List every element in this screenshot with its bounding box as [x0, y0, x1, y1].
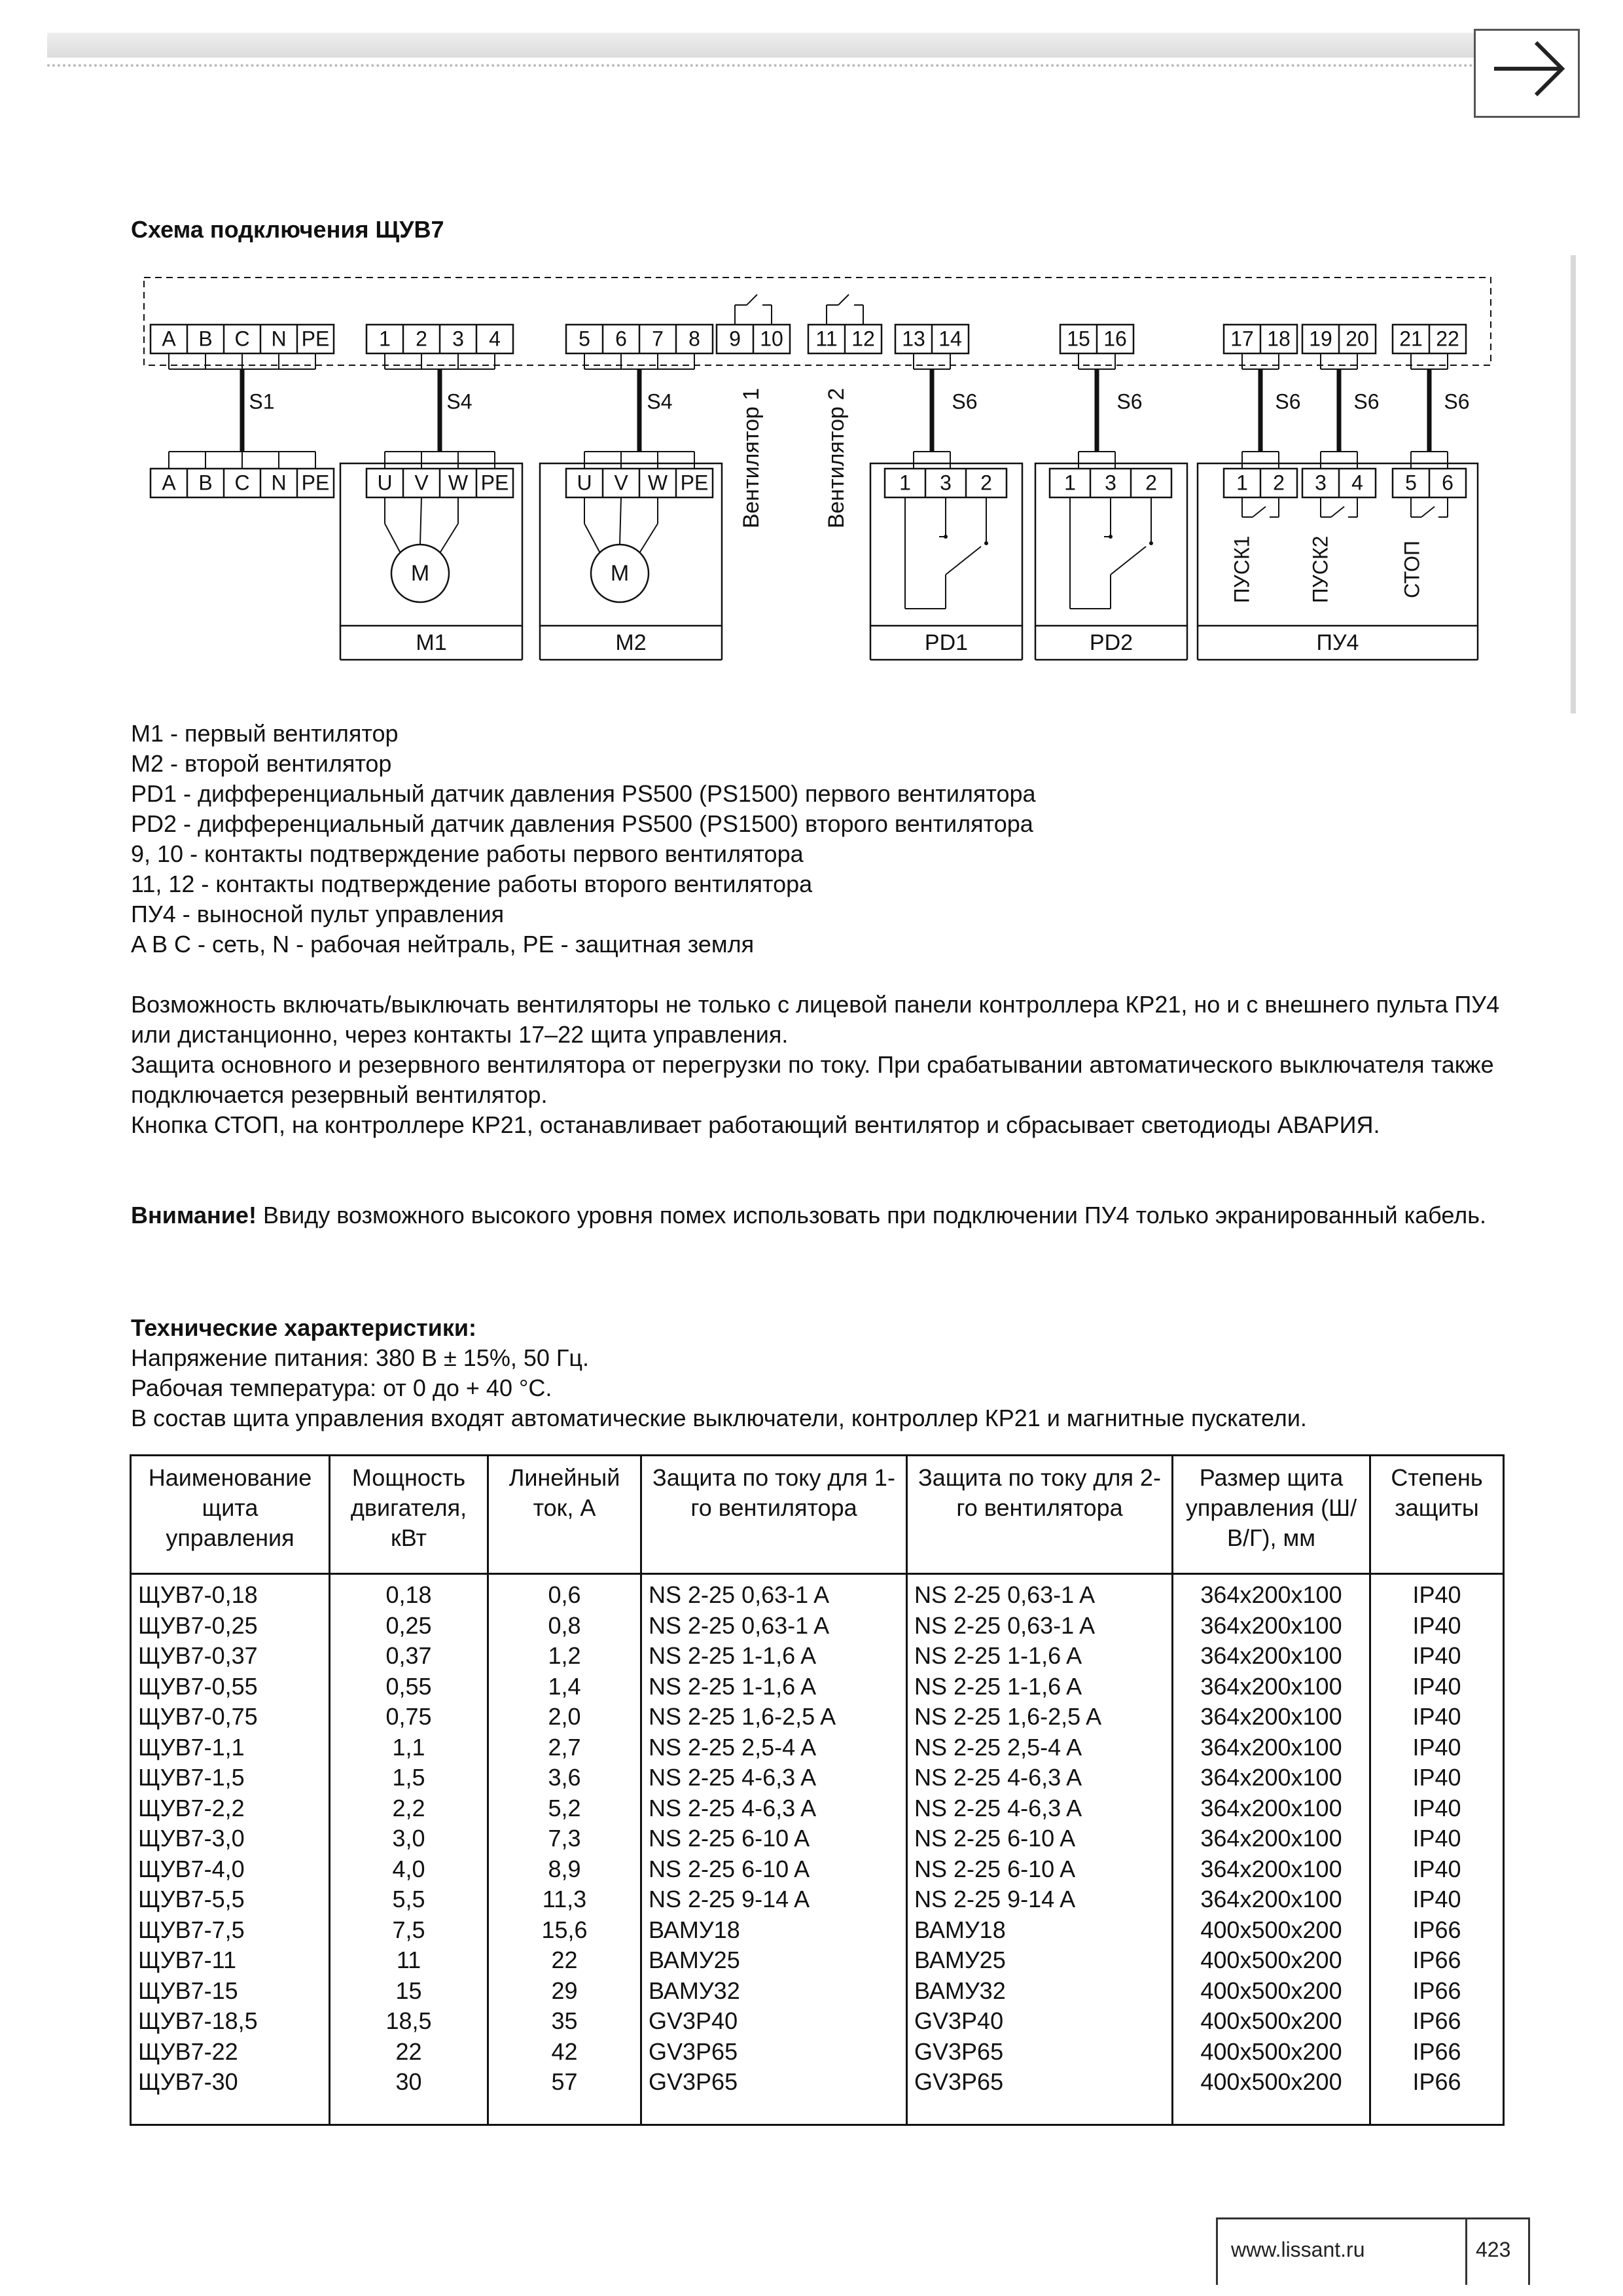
terminal-label: 1: [379, 327, 391, 351]
table-cell: GV3P40: [907, 2006, 1173, 2037]
table-row: [131, 1672, 1504, 1702]
table-cell: 400x500x200: [1173, 1976, 1370, 2007]
legend-item: 11, 12 - контакты подтверждение работы второго вентилятора: [131, 870, 813, 897]
table-row: [131, 1793, 1504, 1824]
terminal-label: PE: [301, 471, 330, 495]
terminal-label: A: [162, 327, 176, 351]
legend-item: M2 - второй вентилятор: [131, 750, 392, 777]
terminal-label: 18: [1267, 327, 1291, 351]
button-label-start1: ПУСК1: [1230, 535, 1254, 603]
column-header: Размер щита управления (Ш/В/Г), мм: [1173, 1456, 1370, 1574]
table-cell: IP40: [1370, 1672, 1504, 1702]
terminal-label: B: [198, 471, 213, 495]
table-cell: IP40: [1370, 1574, 1504, 1611]
terminal-label: 5: [579, 327, 590, 351]
table-cell: ВАМУ32: [907, 1976, 1173, 2007]
table-cell: 15,6: [488, 1915, 641, 1946]
table-cell: ЩУВ7-3,0: [131, 1823, 330, 1854]
table-cell: NS 2-25 1-1,6 A: [907, 1672, 1173, 1702]
table-cell: 22: [330, 2037, 488, 2068]
table-cell: 5,2: [488, 1793, 641, 1824]
wire: [620, 497, 621, 545]
table-cell: GV3P65: [641, 2037, 907, 2068]
table-cell: ЩУВ7-0,25: [131, 1611, 330, 1641]
table-cell: ЩУВ7-7,5: [131, 1915, 330, 1946]
table-cell: NS 2-25 4-6,3 A: [907, 1763, 1173, 1793]
table-cell: 0,6: [488, 1574, 641, 1611]
table-cell: ЩУВ7-18,5: [131, 2006, 330, 2037]
table-cell: ЩУВ7-22: [131, 2037, 330, 2068]
table-cell: ЩУВ7-0,37: [131, 1641, 330, 1672]
cable-label: S4: [647, 389, 673, 414]
table-cell: 0,75: [330, 1702, 488, 1732]
table-cell: 0,25: [330, 1611, 488, 1641]
table-cell: ВАМУ25: [641, 1945, 907, 1976]
table-cell: 3,6: [488, 1763, 641, 1793]
cable-label: S4: [446, 389, 473, 414]
terminal-label: 11: [815, 327, 838, 351]
table-cell: 400x500x200: [1173, 2037, 1370, 2068]
wire: [385, 524, 401, 553]
table-cell: 364x200x100: [1173, 1672, 1370, 1702]
wire: [584, 524, 600, 553]
terminal-label: 14: [938, 327, 962, 351]
table-cell: 0,37: [330, 1641, 488, 1672]
cable-label: S6: [952, 389, 978, 414]
table-cell: 2,0: [488, 1702, 641, 1732]
control-panel-enclosure: [144, 278, 1491, 365]
cable-label: S6: [1444, 389, 1470, 414]
table-cell: NS 2-25 0,63-1 A: [641, 1574, 907, 1611]
terminal-label: 21: [1399, 327, 1423, 351]
table-cell: ВАМУ25: [907, 1945, 1173, 1976]
table-cell: GV3P65: [641, 2067, 907, 2125]
table-cell: ЩУВ7-11: [131, 1945, 330, 1976]
table-cell: NS 2-25 0,63-1 A: [907, 1611, 1173, 1641]
table-row: [131, 1763, 1504, 1793]
table-cell: ЩУВ7-1,1: [131, 1732, 330, 1763]
table-cell: NS 2-25 4-6,3 A: [641, 1793, 907, 1824]
column-header: Мощность двигателя, кВт: [330, 1456, 488, 1574]
table-cell: NS 2-25 1-1,6 A: [641, 1672, 907, 1702]
table-row: [131, 1854, 1504, 1885]
legend-item: 9, 10 - контакты подтверждение работы первого вентилятора: [131, 840, 804, 867]
table-cell: 400x500x200: [1173, 1945, 1370, 1976]
legend: [131, 719, 1036, 960]
terminal-label: W: [647, 471, 668, 495]
terminal-label: C: [234, 327, 250, 351]
column-header: Защита по току для 2-го вентилятора: [907, 1456, 1173, 1574]
spec-line: Рабочая температура: от 0 до + 40 °С.: [131, 1374, 552, 1401]
table-cell: 1,2: [488, 1641, 641, 1672]
terminal-label: 5: [1405, 471, 1417, 495]
table-cell: 11,3: [488, 1884, 641, 1915]
terminal-label: N: [271, 471, 287, 495]
terminal-label: 2: [1273, 471, 1285, 495]
legend-item: PD2 - дифференциальный датчик давления PS500 (PS1500) второго вентилятора: [131, 810, 1033, 837]
table-cell: IP40: [1370, 1793, 1504, 1824]
terminal-dot: [944, 535, 948, 539]
table-cell: NS 2-25 4-6,3 A: [641, 1763, 907, 1793]
table-row: [131, 1945, 1504, 1976]
table-cell: GV3P40: [641, 2006, 907, 2037]
terminal-label: 3: [1315, 471, 1327, 495]
table-row: [131, 1611, 1504, 1641]
table-cell: ЩУВ7-15: [131, 1976, 330, 2007]
terminal-label: U: [377, 471, 393, 495]
table-header-row: [131, 1456, 1504, 1574]
table-cell: IP40: [1370, 1884, 1504, 1915]
terminal-label: 19: [1309, 327, 1332, 351]
cable-label: S1: [249, 389, 275, 414]
table-row: [131, 2037, 1504, 2068]
table-cell: IP40: [1370, 1641, 1504, 1672]
fan2-label: Вентилятор 2: [823, 387, 849, 529]
table-cell: ЩУВ7-0,75: [131, 1702, 330, 1732]
wire: [639, 524, 658, 553]
footer-divider: [1465, 2219, 1467, 2285]
switch-contact: [1111, 547, 1146, 575]
terminal-label: 1: [1236, 471, 1248, 495]
terminal-label: 16: [1103, 327, 1127, 351]
page-number: 423: [1476, 2238, 1511, 2261]
table-cell: 364x200x100: [1173, 1763, 1370, 1793]
table-cell: NS 2-25 1-1,6 A: [907, 1641, 1173, 1672]
terminal-dot: [1109, 535, 1113, 539]
table-cell: GV3P65: [907, 2067, 1173, 2125]
column-header: Степень защиты: [1370, 1456, 1504, 1574]
terminal-label: 12: [851, 327, 875, 351]
header-bar: [47, 33, 1474, 58]
table-cell: ВАМУ18: [641, 1915, 907, 1946]
table-cell: 42: [488, 2037, 641, 2068]
table-cell: 7,3: [488, 1823, 641, 1854]
switch-contact: [946, 547, 981, 575]
terminal-label: 2: [416, 327, 427, 351]
table-cell: 5,5: [330, 1884, 488, 1915]
arrow-right-icon: [1476, 31, 1578, 116]
terminal-label: 2: [980, 471, 992, 495]
specs-heading: Технические характеристики:: [131, 1314, 477, 1341]
button-contact: [1331, 507, 1344, 517]
table-cell: IP40: [1370, 1732, 1504, 1763]
terminal-label: 17: [1230, 327, 1254, 351]
table-cell: ЩУВ7-0,18: [131, 1574, 330, 1611]
table-cell: 0,8: [488, 1611, 641, 1641]
table-row: [131, 2006, 1504, 2037]
motor-label: M1: [416, 630, 447, 655]
terminal-label: B: [198, 327, 213, 351]
table-cell: ЩУВ7-1,5: [131, 1763, 330, 1793]
terminal-label: 4: [489, 327, 501, 351]
table-cell: ЩУВ7-0,55: [131, 1672, 330, 1702]
terminal-dot: [1149, 541, 1153, 545]
legend-item: A B C - сеть, N - рабочая нейтраль, PE - защитная земля: [131, 931, 755, 958]
terminal-label: C: [234, 471, 250, 495]
table-cell: 15: [330, 1976, 488, 2007]
table-row: [131, 1702, 1504, 1732]
table-cell: ЩУВ7-5,5: [131, 1884, 330, 1915]
table-cell: NS 2-25 1,6-2,5 A: [641, 1702, 907, 1732]
terminal-label: U: [577, 471, 592, 495]
table-cell: IP66: [1370, 1976, 1504, 2007]
table-cell: 364x200x100: [1173, 1641, 1370, 1672]
table-cell: IP66: [1370, 2006, 1504, 2037]
cable-label: S6: [1353, 389, 1380, 414]
table-cell: 57: [488, 2067, 641, 2125]
table-cell: IP40: [1370, 1702, 1504, 1732]
table-cell: 29: [488, 1976, 641, 2007]
table-cell: NS 2-25 6-10 A: [907, 1823, 1173, 1854]
table-row: [131, 1732, 1504, 1763]
table-cell: 364x200x100: [1173, 1793, 1370, 1824]
terminal-label: V: [414, 471, 429, 495]
wiring-diagram: [98, 255, 1512, 707]
terminal-label: 3: [940, 471, 952, 495]
table-cell: 0,55: [330, 1672, 488, 1702]
table-cell: IP66: [1370, 1915, 1504, 1946]
terminal-label: 3: [1105, 471, 1116, 495]
table-cell: 0,18: [330, 1574, 488, 1611]
terminal-label: 1: [1064, 471, 1076, 495]
button-contact: [1421, 507, 1435, 517]
wire: [440, 524, 458, 553]
contact-symbol: [747, 295, 757, 305]
cable-label: S6: [1116, 389, 1143, 414]
table-cell: 400x500x200: [1173, 1915, 1370, 1946]
terminal-label: 3: [452, 327, 464, 351]
table-row: [131, 1823, 1504, 1854]
side-tab: [1571, 255, 1576, 713]
terminal-label: 6: [615, 327, 627, 351]
column-header: Защита по току для 1-го вентилятора: [641, 1456, 907, 1574]
column-header: Наименование щита управления: [131, 1456, 330, 1574]
terminal-label: 6: [1442, 471, 1454, 495]
table-cell: 2,7: [488, 1732, 641, 1763]
table-cell: NS 2-25 9-14 A: [907, 1884, 1173, 1915]
table-cell: IP40: [1370, 1763, 1504, 1793]
table-cell: 35: [488, 2006, 641, 2037]
table-cell: NS 2-25 4-6,3 A: [907, 1793, 1173, 1824]
terminal-dot: [984, 541, 988, 545]
table-cell: NS 2-25 0,63-1 A: [641, 1611, 907, 1641]
column-header: Линейный ток, А: [488, 1456, 641, 1574]
contact-symbol: [838, 295, 849, 305]
table-cell: 3,0: [330, 1823, 488, 1854]
table-cell: IP40: [1370, 1611, 1504, 1641]
warning-note: [131, 1200, 1505, 1230]
terminal-label: 10: [760, 327, 783, 351]
terminal-label: V: [614, 471, 628, 495]
terminal-label: A: [162, 471, 176, 495]
table-cell: 400x500x200: [1173, 2067, 1370, 2125]
warning-text: Ввиду возможного высокого уровня помех использовать при подключении ПУ4 только экранированный кабель.: [256, 1202, 1486, 1229]
table-cell: 2,2: [330, 1793, 488, 1824]
terminal-label: W: [448, 471, 469, 495]
table-cell: 18,5: [330, 2006, 488, 2037]
table-cell: 364x200x100: [1173, 1884, 1370, 1915]
sensor-label: PD2: [1089, 630, 1133, 655]
motor-symbol-label: M: [610, 560, 630, 586]
table-cell: 7,5: [330, 1915, 488, 1946]
table-cell: NS 2-25 6-10 A: [641, 1854, 907, 1885]
table-cell: ЩУВ7-30: [131, 2067, 330, 2125]
table-cell: IP66: [1370, 2067, 1504, 2125]
table-cell: 1,1: [330, 1732, 488, 1763]
terminal-label: PE: [301, 327, 330, 351]
terminal-label: 15: [1067, 327, 1090, 351]
table-cell: NS 2-25 0,63-1 A: [907, 1574, 1173, 1611]
table-cell: 364x200x100: [1173, 1823, 1370, 1854]
table-cell: IP40: [1370, 1854, 1504, 1885]
website-link[interactable]: www.lissant.ru: [1231, 2238, 1365, 2261]
table-cell: NS 2-25 1-1,6 A: [641, 1641, 907, 1672]
warning-label: Внимание!: [131, 1202, 257, 1229]
table-cell: 400x500x200: [1173, 2006, 1370, 2037]
footer: [1216, 2217, 1530, 2285]
table-cell: 22: [488, 1945, 641, 1976]
motor-symbol-label: M: [410, 560, 430, 586]
description-paragraph: Возможность включать/выключать вентиляторы не только с лицевой панели контроллера КР21, но и с внешнего пульта ПУ4 или дистанционно, через контакты 17–22 щита управления.: [131, 991, 1500, 1048]
terminal-label: 13: [902, 327, 925, 351]
spec-line: Напряжение питания: 380 В ± 15%, 50 Гц.: [131, 1344, 589, 1371]
terminal-label: 8: [688, 327, 700, 351]
cable-label: S6: [1275, 389, 1301, 414]
table-cell: 364x200x100: [1173, 1854, 1370, 1885]
table-cell: ЩУВ7-4,0: [131, 1854, 330, 1885]
spec-line: В состав щита управления входят автоматические выключатели, контроллер КР21 и магнитные пускатели.: [131, 1405, 1307, 1431]
table-cell: NS 2-25 6-10 A: [641, 1823, 907, 1854]
header-dotted-rule: [47, 64, 1474, 67]
terminal-label: PE: [680, 471, 709, 495]
spec-table: [130, 1454, 1505, 2126]
table-cell: IP66: [1370, 1945, 1504, 1976]
button-contact: [1253, 507, 1266, 517]
wire: [420, 497, 421, 545]
table-cell: NS 2-25 2,5-4 A: [641, 1732, 907, 1763]
terminal-label: 1: [899, 471, 911, 495]
button-label-start2: ПУСК2: [1308, 535, 1332, 603]
table-cell: IP66: [1370, 2037, 1504, 2068]
table-cell: GV3P65: [907, 2037, 1173, 2068]
table-cell: 30: [330, 2067, 488, 2125]
specifications: [131, 1313, 1307, 1433]
table-cell: ВАМУ32: [641, 1976, 907, 2007]
table-row: [131, 1574, 1504, 1611]
next-page-button[interactable]: [1474, 29, 1580, 118]
terminal-label: 4: [1351, 471, 1363, 495]
table-cell: 1,4: [488, 1672, 641, 1702]
description: [131, 990, 1505, 1140]
table-cell: ЩУВ7-2,2: [131, 1793, 330, 1824]
terminal-label: 7: [652, 327, 664, 351]
table-body: [131, 1574, 1504, 2125]
terminal-label: 20: [1346, 327, 1369, 351]
legend-item: M1 - первый вентилятор: [131, 720, 399, 747]
table-cell: 8,9: [488, 1854, 641, 1885]
table-cell: 11: [330, 1945, 488, 1976]
table-cell: 4,0: [330, 1854, 488, 1885]
table-cell: NS 2-25 9-14 A: [641, 1884, 907, 1915]
table-cell: IP40: [1370, 1823, 1504, 1854]
table-cell: NS 2-25 6-10 A: [907, 1854, 1173, 1885]
table-cell: 364x200x100: [1173, 1611, 1370, 1641]
terminal-label: 2: [1145, 471, 1157, 495]
table-cell: 364x200x100: [1173, 1732, 1370, 1763]
sensor-label: PD1: [924, 630, 969, 655]
legend-item: PD1 - дифференциальный датчик давления PS500 (PS1500) первого вентилятора: [131, 780, 1036, 807]
table-row: [131, 1915, 1504, 1946]
terminal-label: 22: [1436, 327, 1459, 351]
remote-panel-label: ПУ4: [1316, 630, 1359, 655]
motor-label: M2: [615, 630, 647, 655]
table-row: [131, 1884, 1504, 1915]
table-cell: 1,5: [330, 1763, 488, 1793]
description-paragraph: Защита основного и резервного вентилятора от перегрузки по току. При срабатывании автоматического выключателя также подключается резервный вентилятор.: [131, 1051, 1494, 1108]
button-label-stop: СТОП: [1400, 540, 1424, 599]
table-row: [131, 1976, 1504, 2007]
table-row: [131, 2067, 1504, 2125]
terminal-label: PE: [480, 471, 509, 495]
table-cell: NS 2-25 1,6-2,5 A: [907, 1702, 1173, 1732]
page-title: Схема подключения ЩУВ7: [131, 216, 444, 243]
table-cell: 364x200x100: [1173, 1574, 1370, 1611]
table-cell: NS 2-25 2,5-4 A: [907, 1732, 1173, 1763]
fan1-label: Вентилятор 1: [738, 387, 764, 529]
table-cell: ВАМУ18: [907, 1915, 1173, 1946]
terminal-label: 9: [729, 327, 741, 351]
table-cell: 364x200x100: [1173, 1702, 1370, 1732]
table-row: [131, 1641, 1504, 1672]
terminal-label: N: [271, 327, 287, 351]
legend-item: ПУ4 - выносной пульт управления: [131, 901, 505, 927]
description-paragraph: Кнопка СТОП, на контроллере КР21, останавливает работающий вентилятор и сбрасывает светодиоды АВАРИЯ.: [131, 1111, 1380, 1138]
